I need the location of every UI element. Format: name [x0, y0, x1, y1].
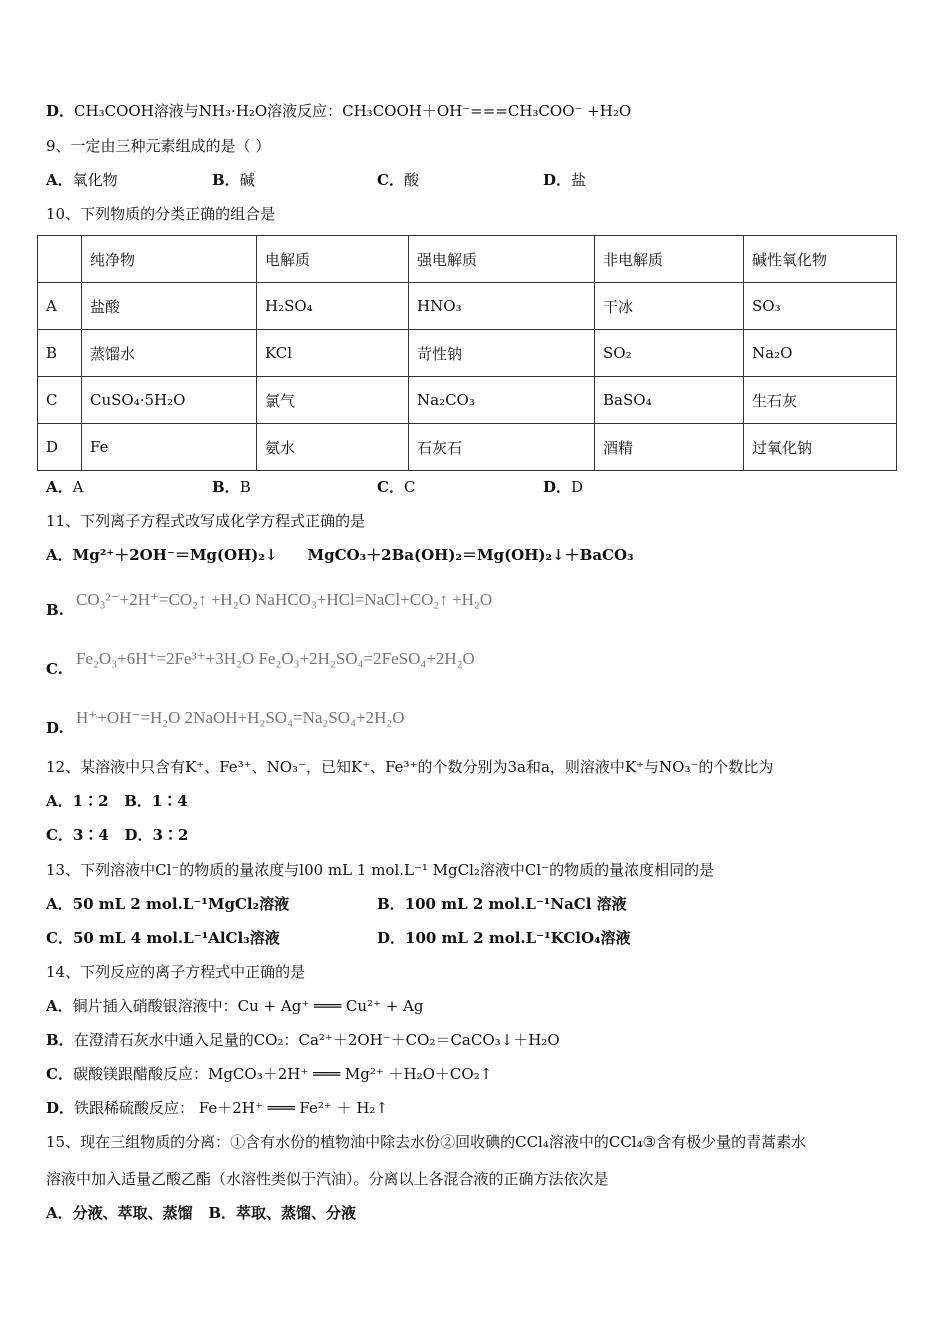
option-label: B． — [46, 1031, 74, 1049]
option-text: CO₃²⁻+2H⁺=CO₂↑ +H₂O NaHCO₃+HCl=NaCl+CO₂↑ +H₂O — [76, 590, 493, 609]
option-text: 3∶4 — [72, 826, 109, 844]
q14-option-a — [46, 996, 423, 1016]
option-label: B． — [124, 792, 152, 810]
option-text: 100 mL 2 mol.L⁻¹NaCl 溶液 — [404, 895, 627, 913]
q9-stem: 9、一定由三种元素组成的是（ ） — [46, 137, 271, 155]
option-label: A． — [46, 1204, 73, 1222]
option-label: C． — [46, 929, 73, 947]
option-text: 50 mL 2 mol.L⁻¹MgCl₂溶液 — [72, 895, 290, 913]
option-text: 萃取、蒸馏、分液 — [236, 1204, 357, 1222]
q13-option-d — [377, 928, 631, 948]
option-text: D — [571, 478, 584, 496]
option-text: A — [72, 478, 84, 496]
option-text: 碳酸镁跟醋酸反应：MgCO₃＋2H⁺ ═══ Mg²⁺ ＋H₂O＋CO₂↑ — [72, 1065, 493, 1083]
option-text: CH₃COOH溶液与NH₃·H₂O溶液反应：CH₃COOH＋OH⁻===CH₃COO⁻ +H₂O — [74, 102, 632, 120]
q10-option-c — [377, 477, 415, 497]
q13-option-b — [377, 894, 627, 914]
option-text: 50 mL 4 mol.L⁻¹AlCl₃溶液 — [72, 929, 280, 947]
table-cell: Na₂O — [744, 330, 897, 377]
option-text: 100 mL 2 mol.L⁻¹KClO₄溶液 — [405, 929, 631, 947]
option-text: Mg²⁺＋2OH⁻＝Mg(OH)₂↓ MgCO₃＋2Ba(OH)₂＝Mg(OH)₂↓＋BaCO₃ — [72, 546, 634, 564]
option-text: C — [403, 478, 416, 496]
table-cell: 干冰 — [595, 283, 744, 330]
table-cell: Fe — [82, 424, 257, 471]
table-cell: 苛性钠 — [409, 330, 595, 377]
q10-stem: 10、下列物质的分类正确的组合是 — [46, 205, 276, 223]
option-text: 盐 — [571, 171, 587, 189]
option-label: B. — [46, 601, 64, 619]
table-cell: 盐酸 — [82, 283, 257, 330]
classification-table — [37, 235, 897, 471]
table-cell: 氯气 — [257, 377, 409, 424]
table-header: 电解质 — [257, 236, 409, 283]
table-cell: KCl — [257, 330, 409, 377]
option-label: C. — [46, 660, 63, 678]
option-text: Fe₂O₃+6H⁺=2Fe³⁺+3H₂O Fe₂O₃+2H₂SO₄=2FeSO₄+2H₂O — [76, 649, 475, 668]
table-cell — [38, 236, 82, 283]
q15-stem-line-2: 溶液中加入适量乙酸乙酯（水溶性类似于汽油）。分离以上各混合液的正确方法依次是 — [46, 1170, 609, 1188]
table-row — [38, 330, 897, 377]
option-label: A． — [46, 478, 73, 496]
option-label: B． — [212, 478, 240, 496]
table-cell: A — [38, 283, 82, 330]
q12-option-a — [46, 792, 109, 810]
option-text: 1∶4 — [151, 792, 188, 810]
q9-option-d — [543, 170, 586, 190]
option-label: D. — [46, 719, 64, 737]
option-label: C． — [46, 826, 73, 844]
option-label: A． — [46, 546, 73, 564]
table-cell: C — [38, 377, 82, 424]
q14-option-d — [46, 1098, 388, 1118]
table-cell: D — [38, 424, 82, 471]
option-label: D． — [377, 929, 406, 947]
q10-option-d — [543, 477, 583, 497]
q15-option-a — [46, 1204, 193, 1222]
table-cell: 石灰石 — [409, 424, 595, 471]
option-label: A． — [46, 895, 73, 913]
table-cell: 酒精 — [595, 424, 744, 471]
option-label: A． — [46, 997, 73, 1015]
table-header-row — [38, 236, 897, 283]
q13-option-a — [46, 894, 289, 914]
option-label: D． — [46, 1099, 75, 1117]
option-label: D． — [543, 478, 572, 496]
q11-option-b — [46, 590, 492, 620]
option-text: 氧化物 — [72, 171, 118, 189]
q9-option-a — [46, 170, 118, 190]
table-cell: 蒸馏水 — [82, 330, 257, 377]
option-label: C． — [46, 1065, 73, 1083]
option-label: C． — [377, 478, 404, 496]
option-label: B． — [377, 895, 405, 913]
q9-option-c — [377, 170, 419, 190]
q13-stem: 13、下列溶液中Cl⁻的物质的量浓度与l00 mL 1 mol.L⁻¹ MgCl₂溶液中Cl⁻的物质的量浓度相同的是 — [46, 861, 715, 879]
q12-option-d — [125, 826, 189, 844]
option-text: 酸 — [403, 171, 419, 189]
q13-option-c — [46, 928, 280, 948]
table-row — [38, 377, 897, 424]
table-cell: SO₂ — [595, 330, 744, 377]
q14-option-b — [46, 1030, 560, 1050]
q11-option-c — [46, 649, 475, 679]
option-text: 分液、萃取、蒸馏 — [72, 1204, 193, 1222]
q14-stem: 14、下列反应的离子方程式中正确的是 — [46, 963, 306, 981]
option-label: D． — [543, 171, 572, 189]
option-text: 3∶2 — [152, 826, 189, 844]
table-header: 纯净物 — [82, 236, 257, 283]
table-header: 非电解质 — [595, 236, 744, 283]
option-label: A． — [46, 171, 73, 189]
q12-option-c — [46, 826, 109, 844]
option-text: 碱 — [239, 171, 255, 189]
option-label: D． — [46, 102, 75, 120]
option-label: B． — [208, 1204, 237, 1222]
q14-option-c — [46, 1064, 492, 1084]
table-header: 碱性氧化物 — [744, 236, 897, 283]
table-header: 强电解质 — [409, 236, 595, 283]
option-text: B — [239, 478, 251, 496]
q10-option-a — [46, 477, 83, 497]
table-cell: 生石灰 — [744, 377, 897, 424]
table-cell: 过氧化钠 — [744, 424, 897, 471]
option-label: B． — [212, 171, 240, 189]
option-label: D． — [124, 826, 153, 844]
table-row — [38, 424, 897, 471]
table-cell: H₂SO₄ — [257, 283, 409, 330]
table-cell: CuSO₄·5H₂O — [82, 377, 257, 424]
q11-option-d — [46, 708, 405, 738]
table-cell: SO₃ — [744, 283, 897, 330]
option-text: 铁跟稀硫酸反应： Fe＋2H⁺ ═══ Fe²⁺ ＋ H₂↑ — [74, 1099, 389, 1117]
table-cell: 氨水 — [257, 424, 409, 471]
option-text: 1∶2 — [72, 792, 109, 810]
q11-option-a — [46, 545, 634, 565]
q12-options-row-2 — [46, 825, 188, 845]
option-text: 铜片插入硝酸银溶液中：Cu + Ag⁺ ═══ Cu²⁺ + Ag — [72, 997, 424, 1015]
q15-option-b — [208, 1204, 356, 1222]
option-label: C． — [377, 171, 404, 189]
q15-stem-line-1: 15、现在三组物质的分离：①含有水份的植物油中除去水份②回收碘的CCl₄溶液中的CCl₄③含有极少量的青蒿素水 — [46, 1133, 807, 1151]
table-cell: Na₂CO₃ — [409, 377, 595, 424]
q11-stem: 11、下列离子方程式改写成化学方程式正确的是 — [46, 512, 366, 530]
q15-options — [46, 1203, 356, 1223]
q9-option-b — [212, 170, 255, 190]
table-cell: BaSO₄ — [595, 377, 744, 424]
table-row — [38, 283, 897, 330]
q12-option-b — [124, 792, 188, 810]
table-cell: HNO₃ — [409, 283, 595, 330]
table-cell: B — [38, 330, 82, 377]
q12-stem: 12、某溶液中只含有K⁺、Fe³⁺、NO₃⁻，已知K⁺、Fe³⁺的个数分别为3a和a，则溶液中K⁺与NO₃⁻的个数比为 — [46, 758, 774, 776]
q8-option-d — [46, 101, 631, 121]
q10-option-b — [212, 477, 251, 497]
option-label: A． — [46, 792, 73, 810]
option-text: 在澄清石灰水中通入足量的CO₂：Ca²⁺＋2OH⁻＋CO₂＝CaCO₃↓＋H₂O — [73, 1031, 560, 1049]
q12-options-row-1 — [46, 791, 188, 811]
option-text: H⁺+OH⁻=H₂O 2NaOH+H₂SO₄=Na₂SO₄+2H₂O — [76, 708, 405, 727]
